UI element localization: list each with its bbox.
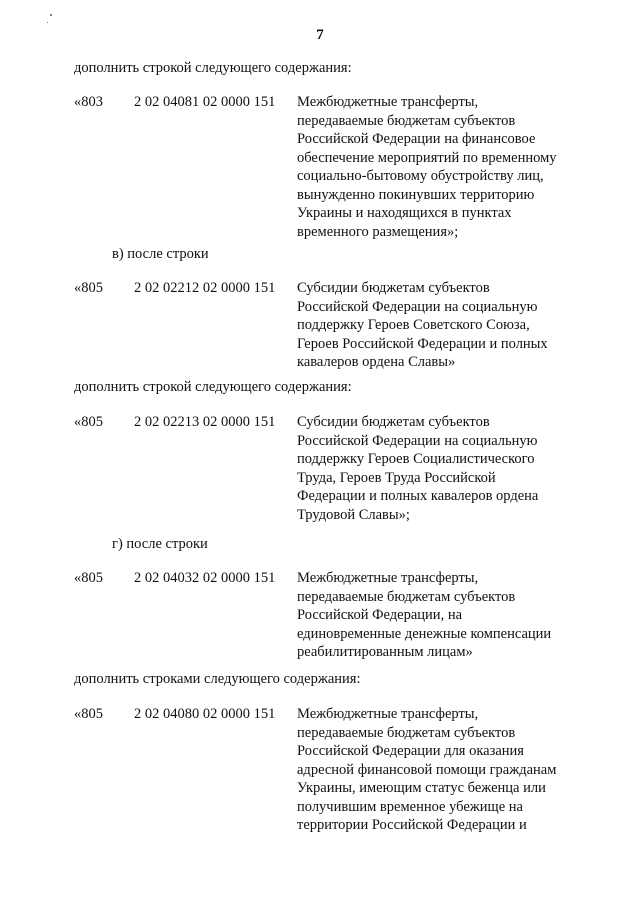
description-line: передаваемые бюджетам субъектов bbox=[297, 112, 516, 129]
description-line: Труда, Героев Труда Российской bbox=[297, 469, 496, 486]
scan-speck bbox=[50, 14, 52, 16]
description-line: получившим временное убежище на bbox=[297, 798, 523, 815]
description-line: адресной финансовой помощи гражданам bbox=[297, 761, 557, 778]
instruction-text: в) после строки bbox=[112, 246, 209, 262]
row-description bbox=[297, 705, 597, 835]
admin-code: «805 bbox=[74, 280, 103, 296]
instruction-text: г) после строки bbox=[112, 536, 208, 552]
admin-code: «805 bbox=[74, 706, 103, 722]
description-line: Российской Федерации на социальную bbox=[297, 298, 538, 315]
budget-classification-code: 2 02 02212 02 0000 151 bbox=[134, 280, 276, 296]
description-line: поддержку Героев Советского Союза, bbox=[297, 317, 530, 333]
row-description bbox=[297, 569, 597, 662]
description-line: передаваемые бюджетам субъектов bbox=[297, 724, 516, 741]
description-line: кавалеров ордена Славы» bbox=[297, 354, 456, 370]
description-line: Российской Федерации на финансовое bbox=[297, 131, 536, 147]
description-line: территории Российской Федерации и bbox=[297, 817, 527, 833]
page-number: 7 bbox=[316, 27, 324, 43]
row-description bbox=[297, 279, 597, 372]
scan-speck bbox=[47, 22, 48, 23]
description-line: Субсидии бюджетам субъектов bbox=[297, 414, 490, 430]
description-line: реабилитированным лицам» bbox=[297, 644, 473, 660]
description-line: Трудовой Славы»; bbox=[297, 506, 410, 523]
admin-code: «803 bbox=[74, 94, 103, 110]
description-line: Субсидии бюджетам субъектов bbox=[297, 280, 490, 296]
description-line: социально-бытовому обустройству лиц, bbox=[297, 168, 544, 184]
budget-classification-code: 2 02 04081 02 0000 151 bbox=[134, 94, 276, 110]
description-line: Межбюджетные трансферты, bbox=[297, 570, 479, 586]
description-line: единовременные денежные компенсации bbox=[297, 625, 552, 642]
budget-classification-code: 2 02 04080 02 0000 151 bbox=[134, 706, 276, 722]
description-line: Межбюджетные трансферты, bbox=[297, 94, 479, 110]
description-line: вынужденно покинувших территорию bbox=[297, 186, 535, 203]
row-description bbox=[297, 413, 597, 524]
description-line: Российской Федерации на социальную bbox=[297, 432, 538, 449]
description-line: Украины, имеющим статус беженца или bbox=[297, 780, 546, 796]
instruction-text: дополнить строками следующего содержания: bbox=[74, 671, 361, 687]
description-line: временного размещения»; bbox=[297, 223, 459, 240]
instruction-text: дополнить строкой следующего содержания: bbox=[74, 60, 352, 76]
budget-classification-code: 2 02 02213 02 0000 151 bbox=[134, 414, 276, 430]
instruction-text: дополнить строкой следующего содержания: bbox=[74, 379, 352, 395]
admin-code: «805 bbox=[74, 414, 103, 430]
description-line: Межбюджетные трансферты, bbox=[297, 706, 479, 722]
description-line: Героев Российской Федерации и полных bbox=[297, 335, 548, 352]
description-line: Федерации и полных кавалеров ордена bbox=[297, 488, 539, 504]
budget-classification-code: 2 02 04032 02 0000 151 bbox=[134, 570, 276, 586]
admin-code: «805 bbox=[74, 570, 103, 586]
description-line: Российской Федерации, на bbox=[297, 607, 463, 623]
description-line: передаваемые бюджетам субъектов bbox=[297, 588, 516, 605]
description-line: обеспечение мероприятий по временному bbox=[297, 149, 557, 166]
description-line: Российской Федерации для оказания bbox=[297, 743, 524, 759]
description-line: поддержку Героев Социалистического bbox=[297, 451, 535, 467]
row-description bbox=[297, 93, 597, 241]
description-line: Украины и находящихся в пунктах bbox=[297, 205, 512, 221]
